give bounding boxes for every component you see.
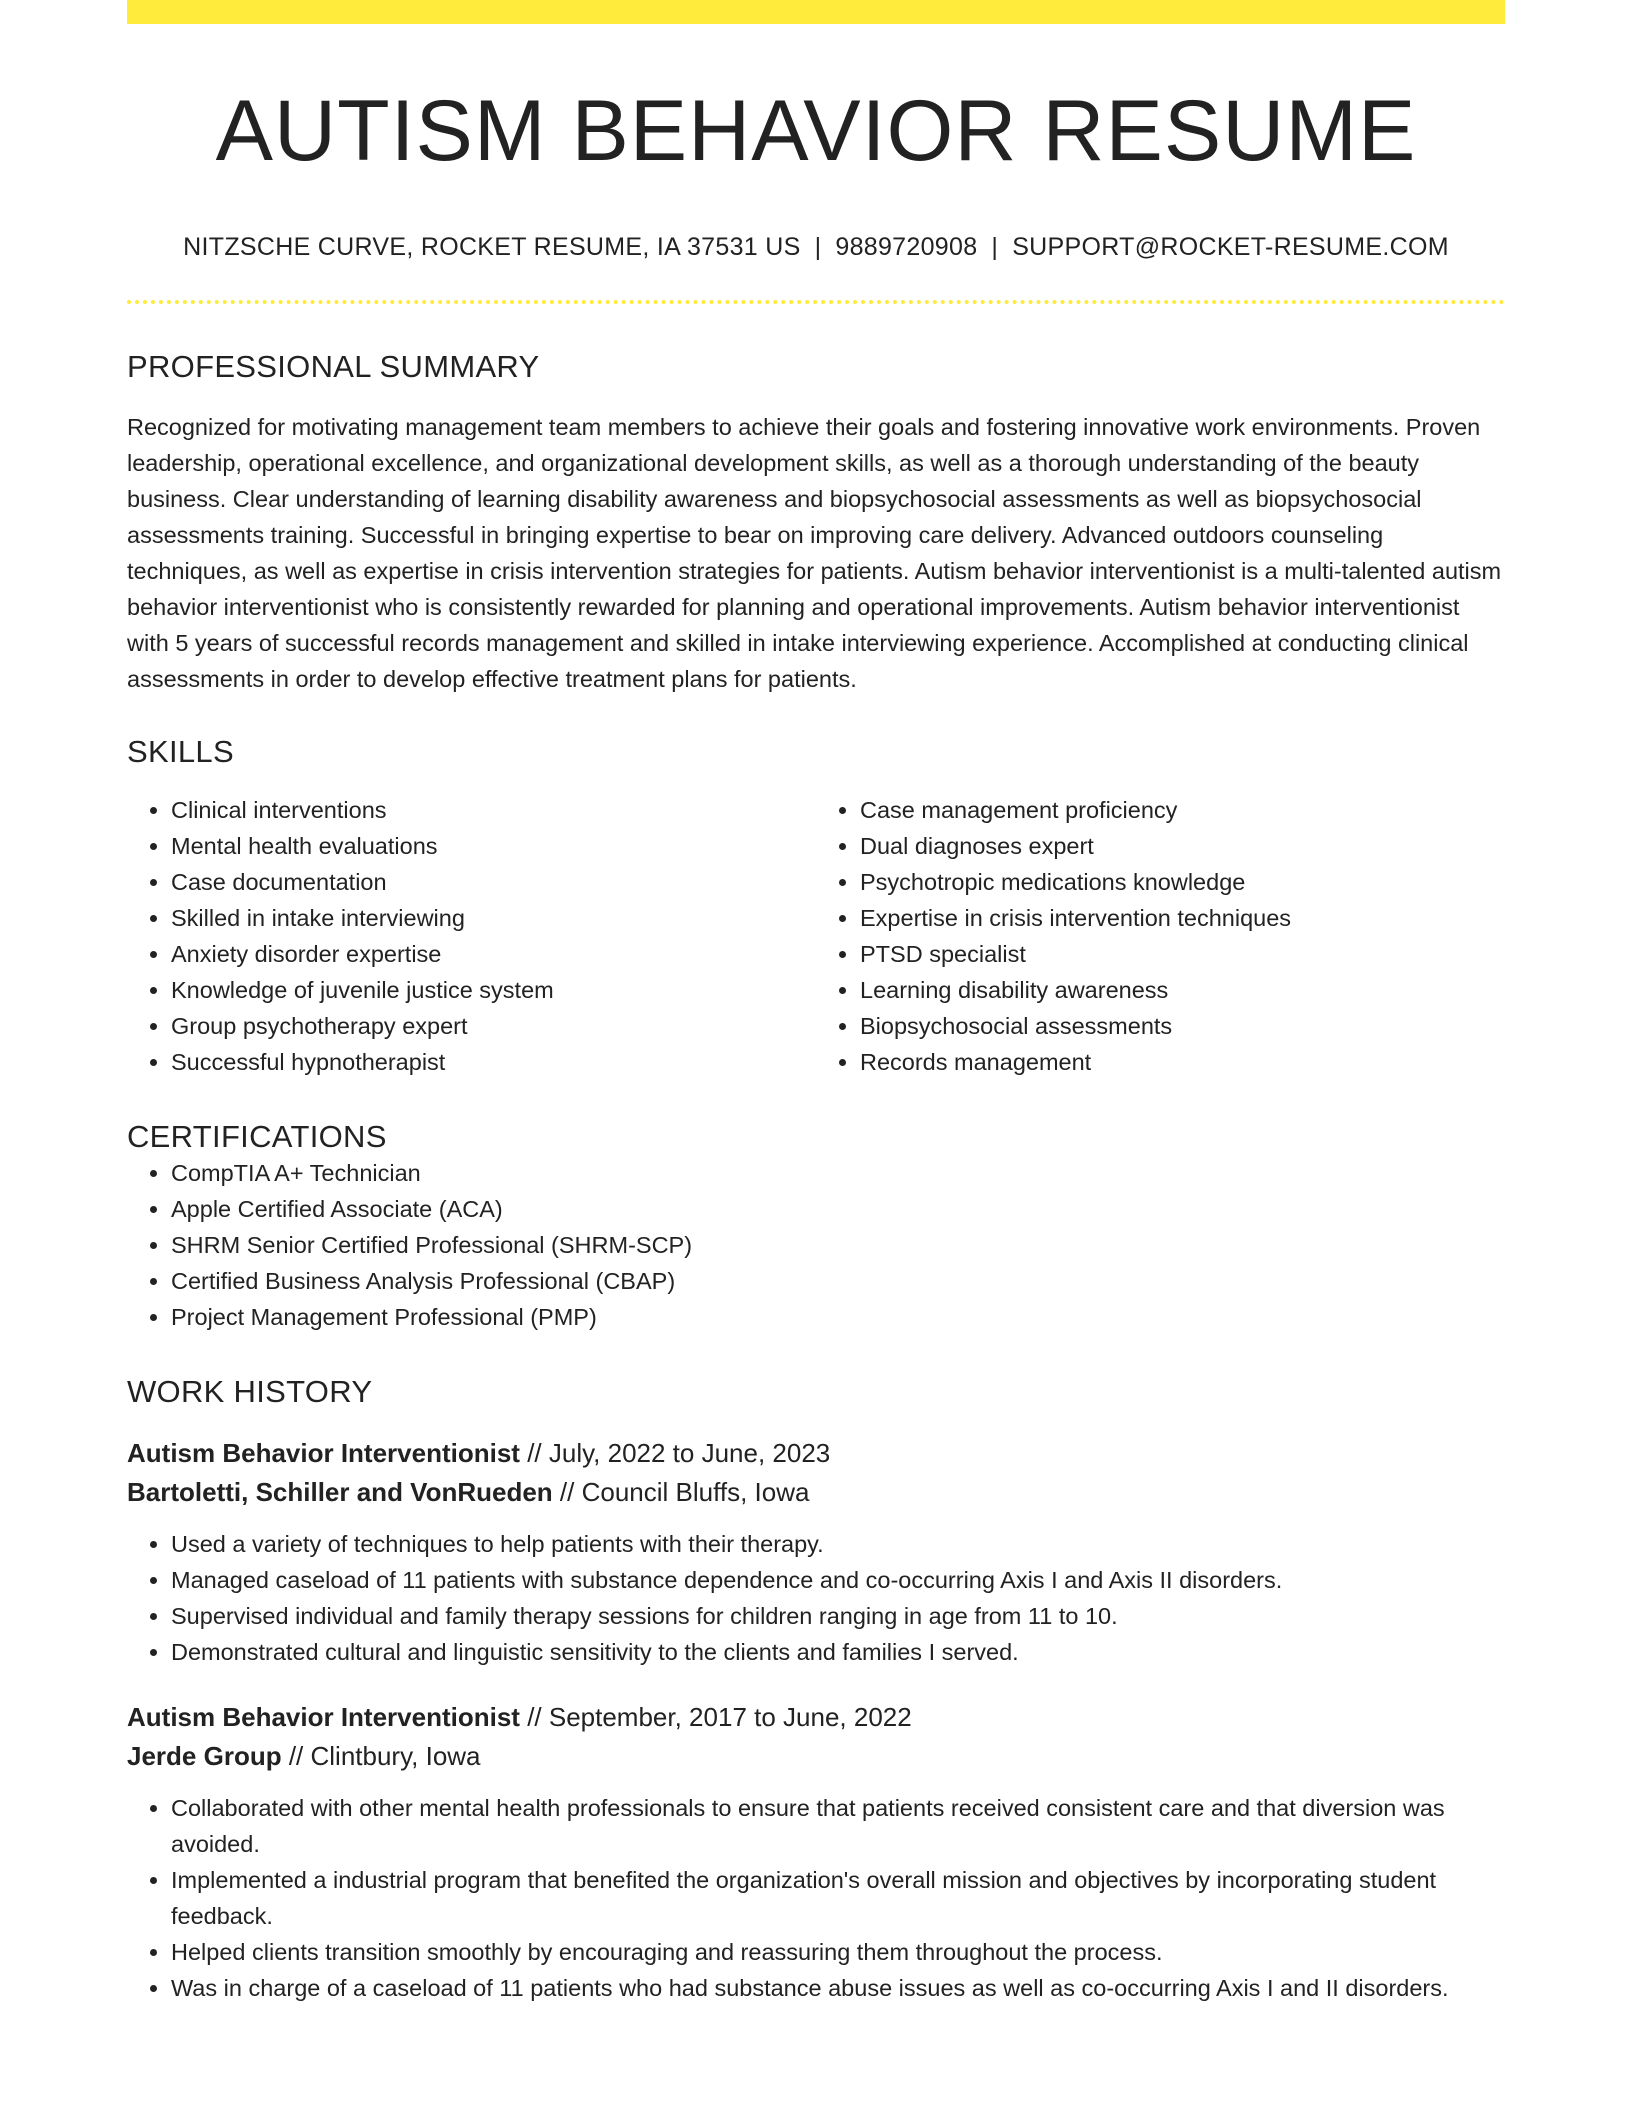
skill-item: • Dual diagnoses expert xyxy=(860,828,1505,864)
job-dates: // September, 2017 to June, 2022 xyxy=(519,1702,912,1733)
skill-item: • PTSD specialist xyxy=(860,936,1505,972)
professional-summary-section xyxy=(127,348,1505,697)
job-title-line xyxy=(127,1434,1505,1473)
section-title-certifications: CERTIFICATIONS xyxy=(127,1118,387,1154)
job-bullet: • Demonstrated cultural and linguistic sensitivity to the clients and families I served. xyxy=(171,1634,1505,1670)
header-divider xyxy=(127,300,1505,304)
skill-item: • Case documentation xyxy=(171,864,816,900)
contact-separator: | xyxy=(991,232,999,261)
job-bullet: • Used a variety of techniques to help patients with their therapy. xyxy=(171,1526,1505,1562)
job-bullet: • Supervised individual and family therapy sessions for children ranging in age from 11 to 10. xyxy=(171,1598,1505,1634)
job-company-line xyxy=(127,1737,1505,1776)
skill-item: • Psychotropic medications knowledge xyxy=(860,864,1505,900)
accent-top-bar xyxy=(127,0,1505,24)
skill-item: • Mental health evaluations xyxy=(171,828,816,864)
section-title-summary: PROFESSIONAL SUMMARY xyxy=(127,348,540,384)
job-bullet: • Managed caseload of 11 patients with substance dependence and co-occurring Axis I and Axis II disorders. xyxy=(171,1562,1505,1598)
job-role: Autism Behavior Interventionist xyxy=(127,1438,520,1469)
job-company: Bartoletti, Schiller and VonRueden xyxy=(127,1477,553,1508)
skill-item: • Anxiety disorder expertise xyxy=(171,936,816,972)
skill-item: • Records management xyxy=(860,1044,1505,1080)
certification-item: • Certified Business Analysis Professional (CBAP) xyxy=(171,1263,1505,1299)
contact-email: SUPPORT@ROCKET-RESUME.COM xyxy=(1012,232,1449,261)
job-bullets xyxy=(127,1526,1505,1670)
job-bullet: • Was in charge of a caseload of 11 patients who had substance abuse issues as well as co-occurring Axis I and II disorders. xyxy=(171,1970,1505,2006)
job-location: // Council Bluffs, Iowa xyxy=(552,1477,810,1508)
certification-item: • CompTIA A+ Technician xyxy=(171,1155,1505,1191)
summary-text: Recognized for motivating management team members to achieve their goals and fostering innovative work environments. Proven leadership, operational excellence, and organizational development skills, as well as a thorough understanding of the beauty business. Clear understanding of learning disability awareness and biopsychosocial assessments as well as biopsychosocial assessments training. Successful in bringing expertise to bear on improving care delivery. Advanced outdoors counseling techniques, as well as expertise in crisis intervention strategies for patients. Autism behavior interventionist is a multi-talented autism behavior interventionist who is consistently rewarded for planning and operational improvements. Autism behavior interventionist with 5 years of successful records management and skilled in intake interviewing experience. Accomplished at conducting clinical assessments in order to develop effective treatment plans for patients. xyxy=(127,413,1502,692)
skill-item: • Biopsychosocial assessments xyxy=(860,1008,1505,1044)
job-location: // Clintbury, Iowa xyxy=(281,1741,481,1772)
contact-line xyxy=(127,233,1505,262)
section-title-work-history: WORK HISTORY xyxy=(127,1374,373,1410)
job-dates: // July, 2022 to June, 2023 xyxy=(519,1438,831,1469)
skills-columns xyxy=(127,792,1505,1080)
section-title-skills: SKILLS xyxy=(127,733,234,769)
job-title-line xyxy=(127,1698,1505,1737)
job-bullet: • Implemented a industrial program that benefited the organization's overall mission and objectives by incorporating student feedback. xyxy=(171,1862,1505,1934)
job-entry xyxy=(127,1434,1505,1670)
job-bullets xyxy=(127,1790,1505,2006)
job-company: Jerde Group xyxy=(127,1741,282,1772)
job-bullet: • Helped clients transition smoothly by encouraging and reassuring them throughout the process. xyxy=(171,1934,1505,1970)
work-history-section xyxy=(127,1373,1505,2006)
skill-item: • Successful hypnotherapist xyxy=(171,1044,816,1080)
skills-list-right xyxy=(816,792,1505,1080)
contact-phone: 9889720908 xyxy=(835,232,978,261)
certification-item: • Project Management Professional (PMP) xyxy=(171,1299,1505,1335)
skill-item: • Knowledge of juvenile justice system xyxy=(171,972,816,1008)
skill-item: • Learning disability awareness xyxy=(860,972,1505,1008)
skill-item: • Expertise in crisis intervention techniques xyxy=(860,900,1505,936)
job-role: Autism Behavior Interventionist xyxy=(127,1702,520,1733)
certification-item: • SHRM Senior Certified Professional (SHRM-SCP) xyxy=(171,1227,1505,1263)
job-company-line xyxy=(127,1473,1505,1512)
skill-item: • Case management proficiency xyxy=(860,792,1505,828)
certifications-list xyxy=(127,1155,1505,1335)
resume-title: AUTISM BEHAVIOR RESUME xyxy=(215,83,1417,179)
skill-item: • Skilled in intake interviewing xyxy=(171,900,816,936)
contact-separator: | xyxy=(814,232,822,261)
skills-section xyxy=(127,733,1505,1080)
job-entry xyxy=(127,1698,1505,2006)
contact-address: NITZSCHE CURVE, ROCKET RESUME, IA 37531 US xyxy=(183,232,801,261)
skill-item: • Group psychotherapy expert xyxy=(171,1008,816,1044)
certifications-section xyxy=(127,1118,1505,1335)
job-bullet: • Collaborated with other mental health professionals to ensure that patients received consistent care and that diversion was avoided. xyxy=(171,1790,1505,1862)
skills-list-left xyxy=(127,792,816,1080)
certification-item: • Apple Certified Associate (ACA) xyxy=(171,1191,1505,1227)
skill-item: • Clinical interventions xyxy=(171,792,816,828)
resume-page xyxy=(127,0,1505,2006)
